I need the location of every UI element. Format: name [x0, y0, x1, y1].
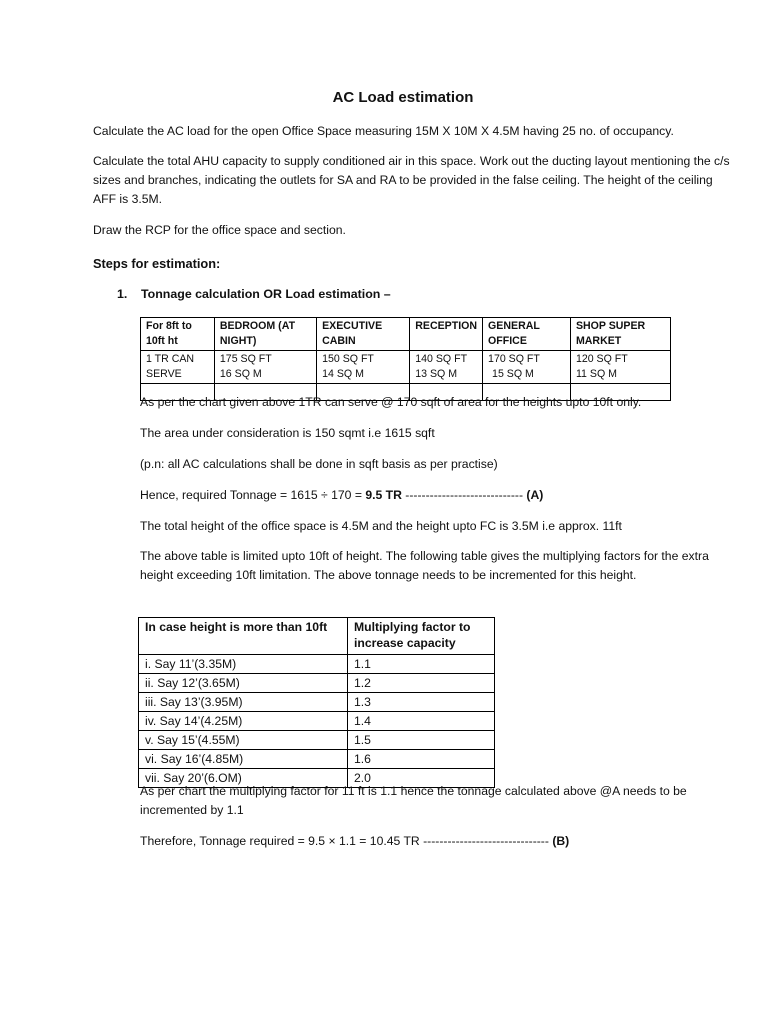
cell-line: SERVE — [146, 367, 182, 380]
table-cell — [570, 351, 670, 384]
text-area: The area under consideration is 150 sqmt i.e 1615 sqft — [140, 426, 435, 440]
table-cell: ii. Say 12’(3.65M) — [139, 674, 348, 693]
page-title: AC Load estimation — [332, 89, 474, 106]
text-tonnage-b — [140, 832, 740, 851]
table-cell: 1.2 — [348, 674, 495, 693]
text-tonnage-a — [140, 486, 740, 505]
table-cell: iii. Say 13’(3.95M) — [139, 693, 348, 712]
cell-line: 170 SQ FT — [488, 353, 540, 365]
table-header-cell: GENERAL OFFICE — [483, 318, 571, 351]
cell-line: 15 SQ M — [492, 367, 534, 380]
table-header-cell: For 8ft to 10ft ht — [141, 318, 215, 351]
table-cell: vii. Say 20’(6.OM) — [139, 769, 348, 788]
cell-line: 140 SQ FT — [415, 353, 468, 365]
table-header-cell: EXECUTIVE CABIN — [317, 318, 410, 351]
table-header-cell: In case height is more than 10ft — [139, 618, 348, 655]
step-label: Tonnage calculation OR Load estimation – — [141, 287, 391, 301]
text-practise-note: (p.n: all AC calculations shall be done in sqft basis as per practise) — [140, 457, 498, 471]
intro-paragraph-2: Calculate the total AHU capacity to supply conditioned air in this space. Work out the ducting layout mentioning the c/s sizes and branches, indicating the outlets for SA and RA to be provided in the false ceiling. The height of the ceiling AFF is 3.5M. — [93, 154, 730, 206]
table-cell: 1.3 — [348, 693, 495, 712]
text-multiplying-note: As per chart the multiplying factor for 11 ft is 1.1 hence the tonnage calculated above @A needs to be incremented by 1.1 — [140, 784, 687, 817]
table-cell: 2.0 — [348, 769, 495, 788]
table-cell — [317, 351, 410, 384]
table-cell: i. Say 11’(3.35M) — [139, 655, 348, 674]
table-cell: 1.5 — [348, 731, 495, 750]
table-cell: 1.4 — [348, 712, 495, 731]
table-row — [139, 655, 495, 674]
table-header-cell: BEDROOM (AT NIGHT) — [214, 318, 316, 351]
cell-line: 14 SQ M — [322, 367, 364, 380]
intro-paragraph-3: Draw the RCP for the office space and section. — [93, 223, 346, 237]
table-row — [139, 750, 495, 769]
intro-paragraph-1: Calculate the AC load for the open Office Space measuring 15M X 10M X 4.5M having 25 no. of occupancy. — [93, 124, 674, 138]
text-height: The total height of the office space is 4.5M and the height upto FC is 3.5M i.e approx. 11ft — [140, 519, 622, 533]
cell-line: 11 SQ M — [575, 367, 617, 380]
table-cell: 1.6 — [348, 750, 495, 769]
step-1-heading — [117, 285, 391, 304]
tonnage-table — [140, 317, 671, 401]
table-header-row — [141, 318, 671, 351]
text-chart-note: As per the chart given above 1TR can serve @ 170 sqft of area for the heights upto 10ft only. — [140, 395, 642, 409]
text-fragment: ----------------------------- — [401, 488, 527, 502]
table-cell — [141, 351, 215, 384]
equation-tag: (A) — [526, 488, 544, 502]
text-fragment: ------------------------------- — [423, 834, 553, 848]
table-cell: v. Say 15’(4.55M) — [139, 731, 348, 750]
text-fragment: Hence, required Tonnage = 1615 ÷ 170 = — [140, 488, 366, 502]
cell-line: 150 SQ FT — [322, 353, 374, 365]
table-cell: vi. Say 16’(4.85M) — [139, 750, 348, 769]
table-row — [139, 693, 495, 712]
cell-line: 1 TR CAN — [146, 353, 195, 365]
table-cell: 1.1 — [348, 655, 495, 674]
text-fragment: Therefore, Tonnage required = 9.5 × 1.1 = 10.45 TR — [140, 834, 424, 848]
cell-line: 13 SQ M — [415, 367, 458, 380]
table-header-cell: SHOP SUPER MARKET — [570, 318, 670, 351]
step-number: 1. — [117, 287, 128, 301]
table-row — [139, 674, 495, 693]
table-cell — [483, 351, 571, 384]
steps-heading: Steps for estimation: — [93, 256, 221, 271]
table-header-cell: RECEPTION — [410, 318, 483, 351]
table-row — [139, 712, 495, 731]
cell-line: 120 SQ FT — [575, 353, 628, 365]
multiplying-factor-table — [138, 617, 495, 788]
table-cell — [214, 351, 316, 384]
table-header-cell: Multiplying factor to increase capacity — [348, 618, 495, 655]
table-cell — [410, 351, 483, 384]
table-row — [141, 351, 671, 384]
text-table-limit: The above table is limited upto 10ft of height. The following table gives the multiplying factors for the extra height exceeding 10ft limitation. The above tonnage needs to be incremented for this height. — [140, 549, 709, 582]
cell-line: 16 SQ M — [219, 367, 262, 380]
table-row — [139, 731, 495, 750]
table-cell: iv. Say 14’(4.25M) — [139, 712, 348, 731]
cell-line: 175 SQ FT — [219, 353, 272, 365]
tonnage-value: 9.5 TR — [365, 488, 402, 502]
equation-tag: (B) — [552, 834, 570, 848]
table-header-row — [139, 618, 495, 655]
